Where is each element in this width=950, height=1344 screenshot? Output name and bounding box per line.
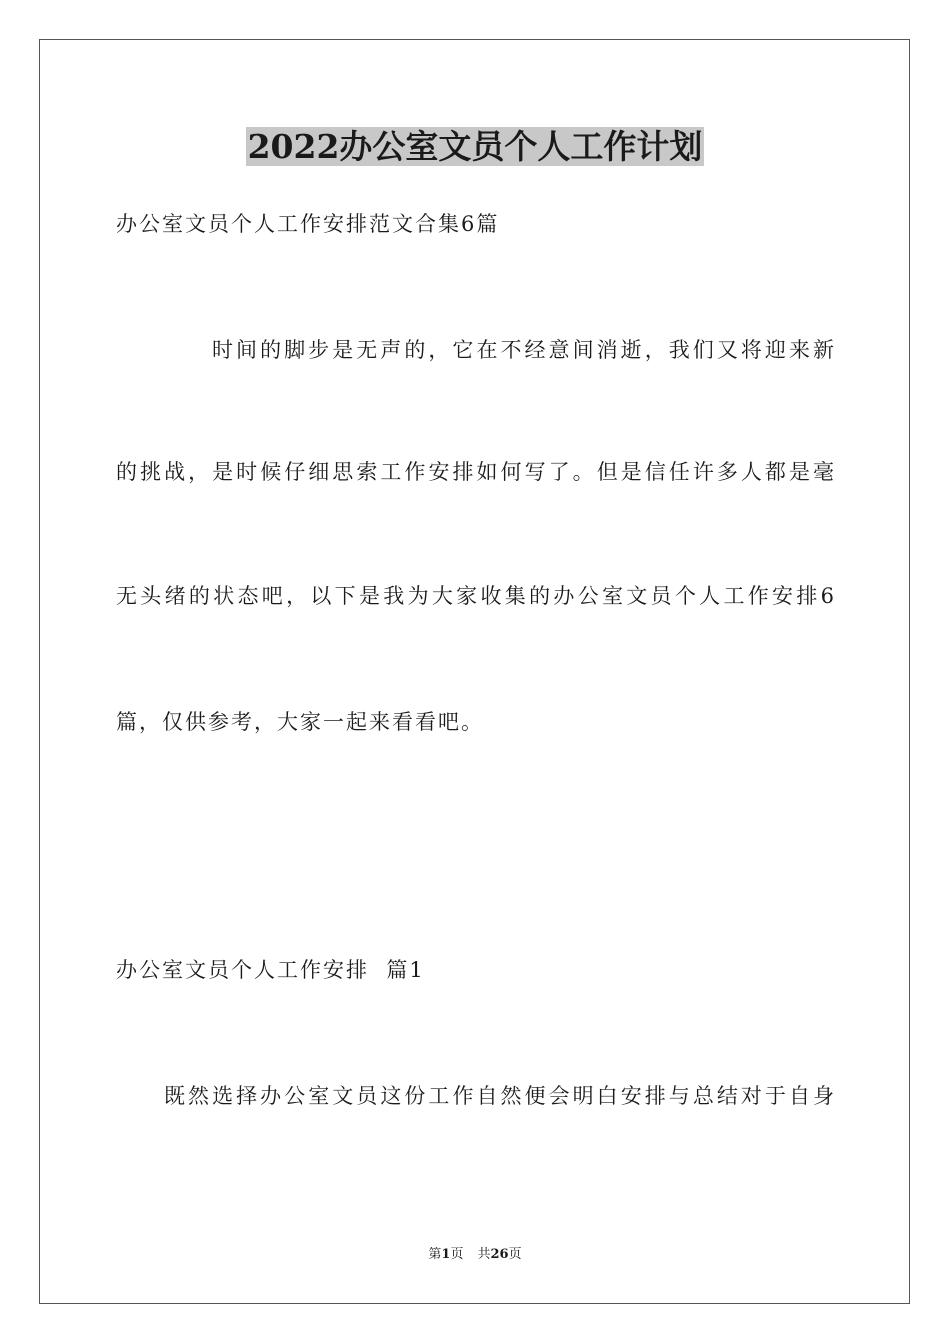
intro-line-3: 无头绪的状态吧，以下是我为大家收集的办公室文员个人工作安排6 xyxy=(116,584,834,608)
intro-line-1: 时间的脚步是无声的，它在不经意间消逝，我们又将迎来新 xyxy=(212,338,834,362)
document-title: 2022办公室文员个人工作计划 xyxy=(247,127,703,166)
section-heading: 办公室文员个人工作安排 篇1 xyxy=(116,958,425,982)
page-prefix: 第 xyxy=(428,1247,442,1262)
intro-line-2: 的挑战，是时候仔细思索工作安排如何写了。但是信任许多人都是毫 xyxy=(116,460,834,484)
total-prefix: 共 xyxy=(477,1247,491,1262)
page-suffix: 页 xyxy=(450,1247,464,1262)
total-suffix: 页 xyxy=(508,1247,522,1262)
intro-line-4: 篇，仅供参考，大家一起来看看吧。 xyxy=(116,710,484,734)
document-subtitle: 办公室文员个人工作安排范文合集6篇 xyxy=(116,212,500,236)
section-first-line: 既然选择办公室文员这份工作自然便会明白安排与总结对于自身 xyxy=(164,1084,834,1108)
total-pages: 26 xyxy=(490,1247,509,1262)
page-footer xyxy=(0,1246,950,1264)
page-number: 1 xyxy=(441,1247,451,1262)
